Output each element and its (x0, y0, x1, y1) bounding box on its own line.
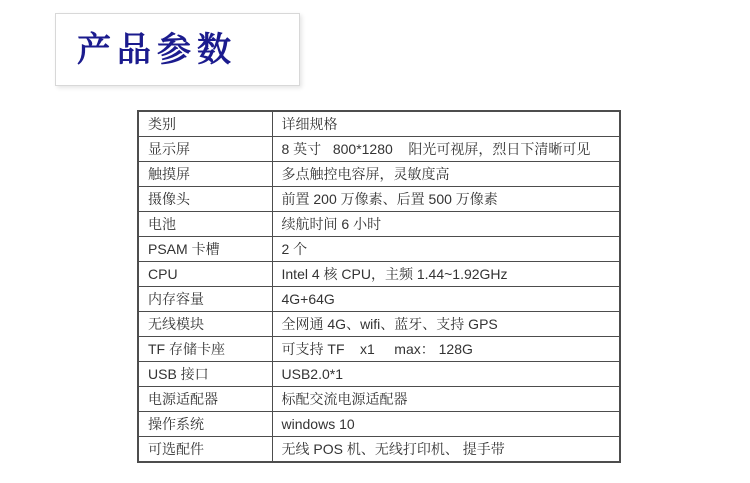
category-cell: 操作系统 (138, 411, 272, 436)
category-cell: 显示屏 (138, 137, 272, 162)
spec-cell: 续航时间 6 小时 (272, 212, 620, 237)
spec-cell: 前置 200 万像素、后置 500 万像素 (272, 187, 620, 212)
header-row (138, 111, 620, 137)
page-title: 产品参数 (77, 30, 237, 69)
spec-cell: 无线 POS 机、无线打印机、 提手带 (272, 436, 620, 462)
category-cell: 电源适配器 (138, 386, 272, 411)
table-row (138, 261, 620, 286)
table-row (138, 436, 620, 462)
table-row (138, 237, 620, 262)
spec-cell: 标配交流电源适配器 (272, 386, 620, 411)
column-header-category: 类别 (138, 111, 272, 137)
table-row (138, 361, 620, 386)
table-row (138, 187, 620, 212)
spec-cell: 多点触控电容屏，灵敏度高 (272, 162, 620, 187)
category-cell: TF 存储卡座 (138, 336, 272, 361)
category-cell: 电池 (138, 212, 272, 237)
table-row (138, 311, 620, 336)
spec-cell: 8 英寸 800*1280 阳光可视屏，烈日下清晰可见 (272, 137, 620, 162)
column-header-spec: 详细规格 (272, 111, 620, 137)
category-cell: 可选配件 (138, 436, 272, 462)
category-cell: 无线模块 (138, 311, 272, 336)
spec-cell: 可支持 TF x1 max： 128G (272, 336, 620, 361)
table-row (138, 162, 620, 187)
category-cell: 触摸屏 (138, 162, 272, 187)
spec-cell: 2 个 (272, 237, 620, 262)
table-row (138, 286, 620, 311)
category-cell: USB 接口 (138, 361, 272, 386)
spec-cell: USB2.0*1 (272, 361, 620, 386)
spec-cell: Intel 4 核 CPU，主频 1.44~1.92GHz (272, 261, 620, 286)
spec-cell: 4G+64G (272, 286, 620, 311)
category-cell: 摄像头 (138, 187, 272, 212)
spec-table (137, 110, 621, 463)
page-title-box (55, 13, 300, 86)
table-row (138, 386, 620, 411)
spec-cell: windows 10 (272, 411, 620, 436)
spec-cell: 全网通 4G、wifi、蓝牙、支持 GPS (272, 311, 620, 336)
table-row (138, 336, 620, 361)
spec-table-container (137, 110, 621, 463)
table-row (138, 411, 620, 436)
table-row (138, 212, 620, 237)
category-cell: 内存容量 (138, 286, 272, 311)
category-cell: PSAM 卡槽 (138, 237, 272, 262)
category-cell: CPU (138, 261, 272, 286)
table-row (138, 137, 620, 162)
